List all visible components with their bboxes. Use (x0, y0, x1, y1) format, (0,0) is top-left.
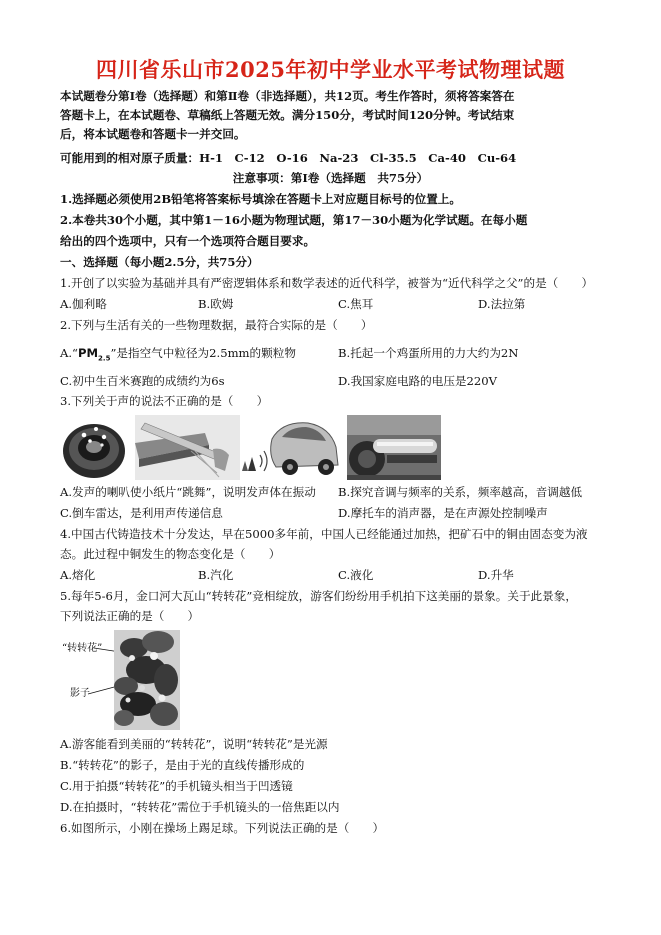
flower-photo-image (62, 628, 182, 733)
q2-option-b: B.托起一个鸡蛋所用的力大约为2N (338, 346, 519, 360)
q2-option-a (60, 345, 296, 366)
q4-stem-line-2: 态。此过程中铜发生的物态变化是（ ） (60, 547, 281, 561)
q2-option-c: C.初中生百米赛跑的成绩约为6s (60, 374, 225, 388)
q5-option-a: A.游客能看到美丽的“转转花”，说明“转转花”是光源 (60, 737, 328, 751)
q4-stem-line-1: 4.中国古代铸造技术十分发达，早在5000多年前，中国人已经能通过加热，把矿石中的铜由固态变为液 (60, 527, 588, 541)
q2-a-prefix: A.“ (60, 346, 78, 360)
notice-line-3: 给出的四个选项中，只有一个选项符合题目要求。 (60, 234, 316, 248)
exam-title: 四川省乐山市2025年初中学业水平考试物理试题 (96, 57, 565, 82)
motorcycle-muffler-image (347, 415, 441, 480)
q3-option-a: A.发声的喇叭使小纸片“跳舞”，说明发声体在振动 (60, 485, 316, 499)
q4-option-d: D.升华 (478, 568, 514, 582)
q5-option-d: D.在拍摄时，“转转花”需位于手机镜头的一倍焦距以内 (60, 800, 340, 814)
intro-line-2: 答题卡上，在本试题卷、草稿纸上答题无效。满分150分，考试时间120分钟。考试结束 (60, 108, 515, 122)
q3-stem: 3.下列关于声的说法不正确的是（ ） (60, 394, 269, 408)
q3-option-b: B.探究音调与频率的关系，频率越高，音调越低 (338, 485, 583, 499)
q4-option-c: C.液化 (338, 568, 374, 582)
q6-stem: 6.如图所示，小刚在操场上踢足球。下列说法正确的是（ ） (60, 821, 385, 835)
q3-option-d: D.摩托车的消声器，是在声源处控制噪声 (338, 506, 548, 520)
intro-line-3: 后，将本试题卷和答题卡一并交回。 (60, 127, 246, 141)
q5-stem-line-1: 5.每年5-6月，金口河大瓦山“转转花”竞相绽放，游客们纷纷用手机拍下这美丽的景象。关于此景象， (60, 589, 577, 603)
q1-option-c: C.焦耳 (338, 297, 374, 311)
q2-a-suffix: ”是指空气中粒径为2.5mm的颗粒物 (110, 346, 296, 360)
q1-option-d: D.法拉第 (478, 297, 526, 311)
speaker-image (62, 415, 127, 480)
q5-option-b: B.“转转花”的影子，是由于光的直线传播形成的 (60, 758, 305, 772)
notice-line-2: 2.本卷共30个小题，其中第1－16小题为物理试题，第17－30小题为化学试题。在每小题 (60, 213, 528, 227)
car-radar-image (242, 415, 340, 480)
shadow-label: 影子 (70, 688, 90, 699)
atomic-mass-line: 可能用到的相对原子质量：H-1 C-12 O-16 Na-23 Cl-35.5 Ca-40 Cu-64 (60, 151, 517, 165)
q1-option-a: A.伽利略 (60, 297, 107, 311)
pm25-symbol: $PM_{2.5}$ (78, 346, 111, 363)
q3-option-c: C.倒车雷达，是利用声传递信息 (60, 506, 223, 520)
notice-heading: 注意事项：第Ⅰ卷（选择题 共75分） (232, 171, 429, 185)
q1-option-b: B.欧姆 (198, 297, 234, 311)
q1-stem: 1.开创了以实验为基础并具有严密逻辑体系和数学表述的近代科学，被誉为“近代科学之父”的是（ ） (60, 276, 594, 290)
q5-option-c: C.用于拍摄“转转花”的手机镜头相当于凹透镜 (60, 779, 293, 793)
q2-option-d: D.我国家庭电路的电压是220V (338, 374, 498, 388)
notice-line-1: 1.选择题必须使用2B铅笔将答案标号填涂在答题卡上对应题目标号的位置上。 (60, 192, 461, 206)
intro-line-1: 本试题卷分第Ⅰ卷（选择题）和第Ⅱ卷（非选择题），共12页。考生作答时，须将答案答在 (60, 89, 515, 103)
q4-option-b: B.汽化 (198, 568, 234, 582)
q5-stem-line-2: 下列说法正确的是（ ） (60, 609, 200, 623)
q4-option-a: A.熔化 (60, 568, 96, 582)
flower-label: “转转花” (62, 643, 103, 654)
section-heading: 一、选择题（每小题2.5分，共75分） (60, 255, 259, 269)
q2-stem: 2.下列与生活有关的一些物理数据，最符合实际的是（ ） (60, 318, 373, 332)
ruler-table-image (135, 415, 240, 480)
